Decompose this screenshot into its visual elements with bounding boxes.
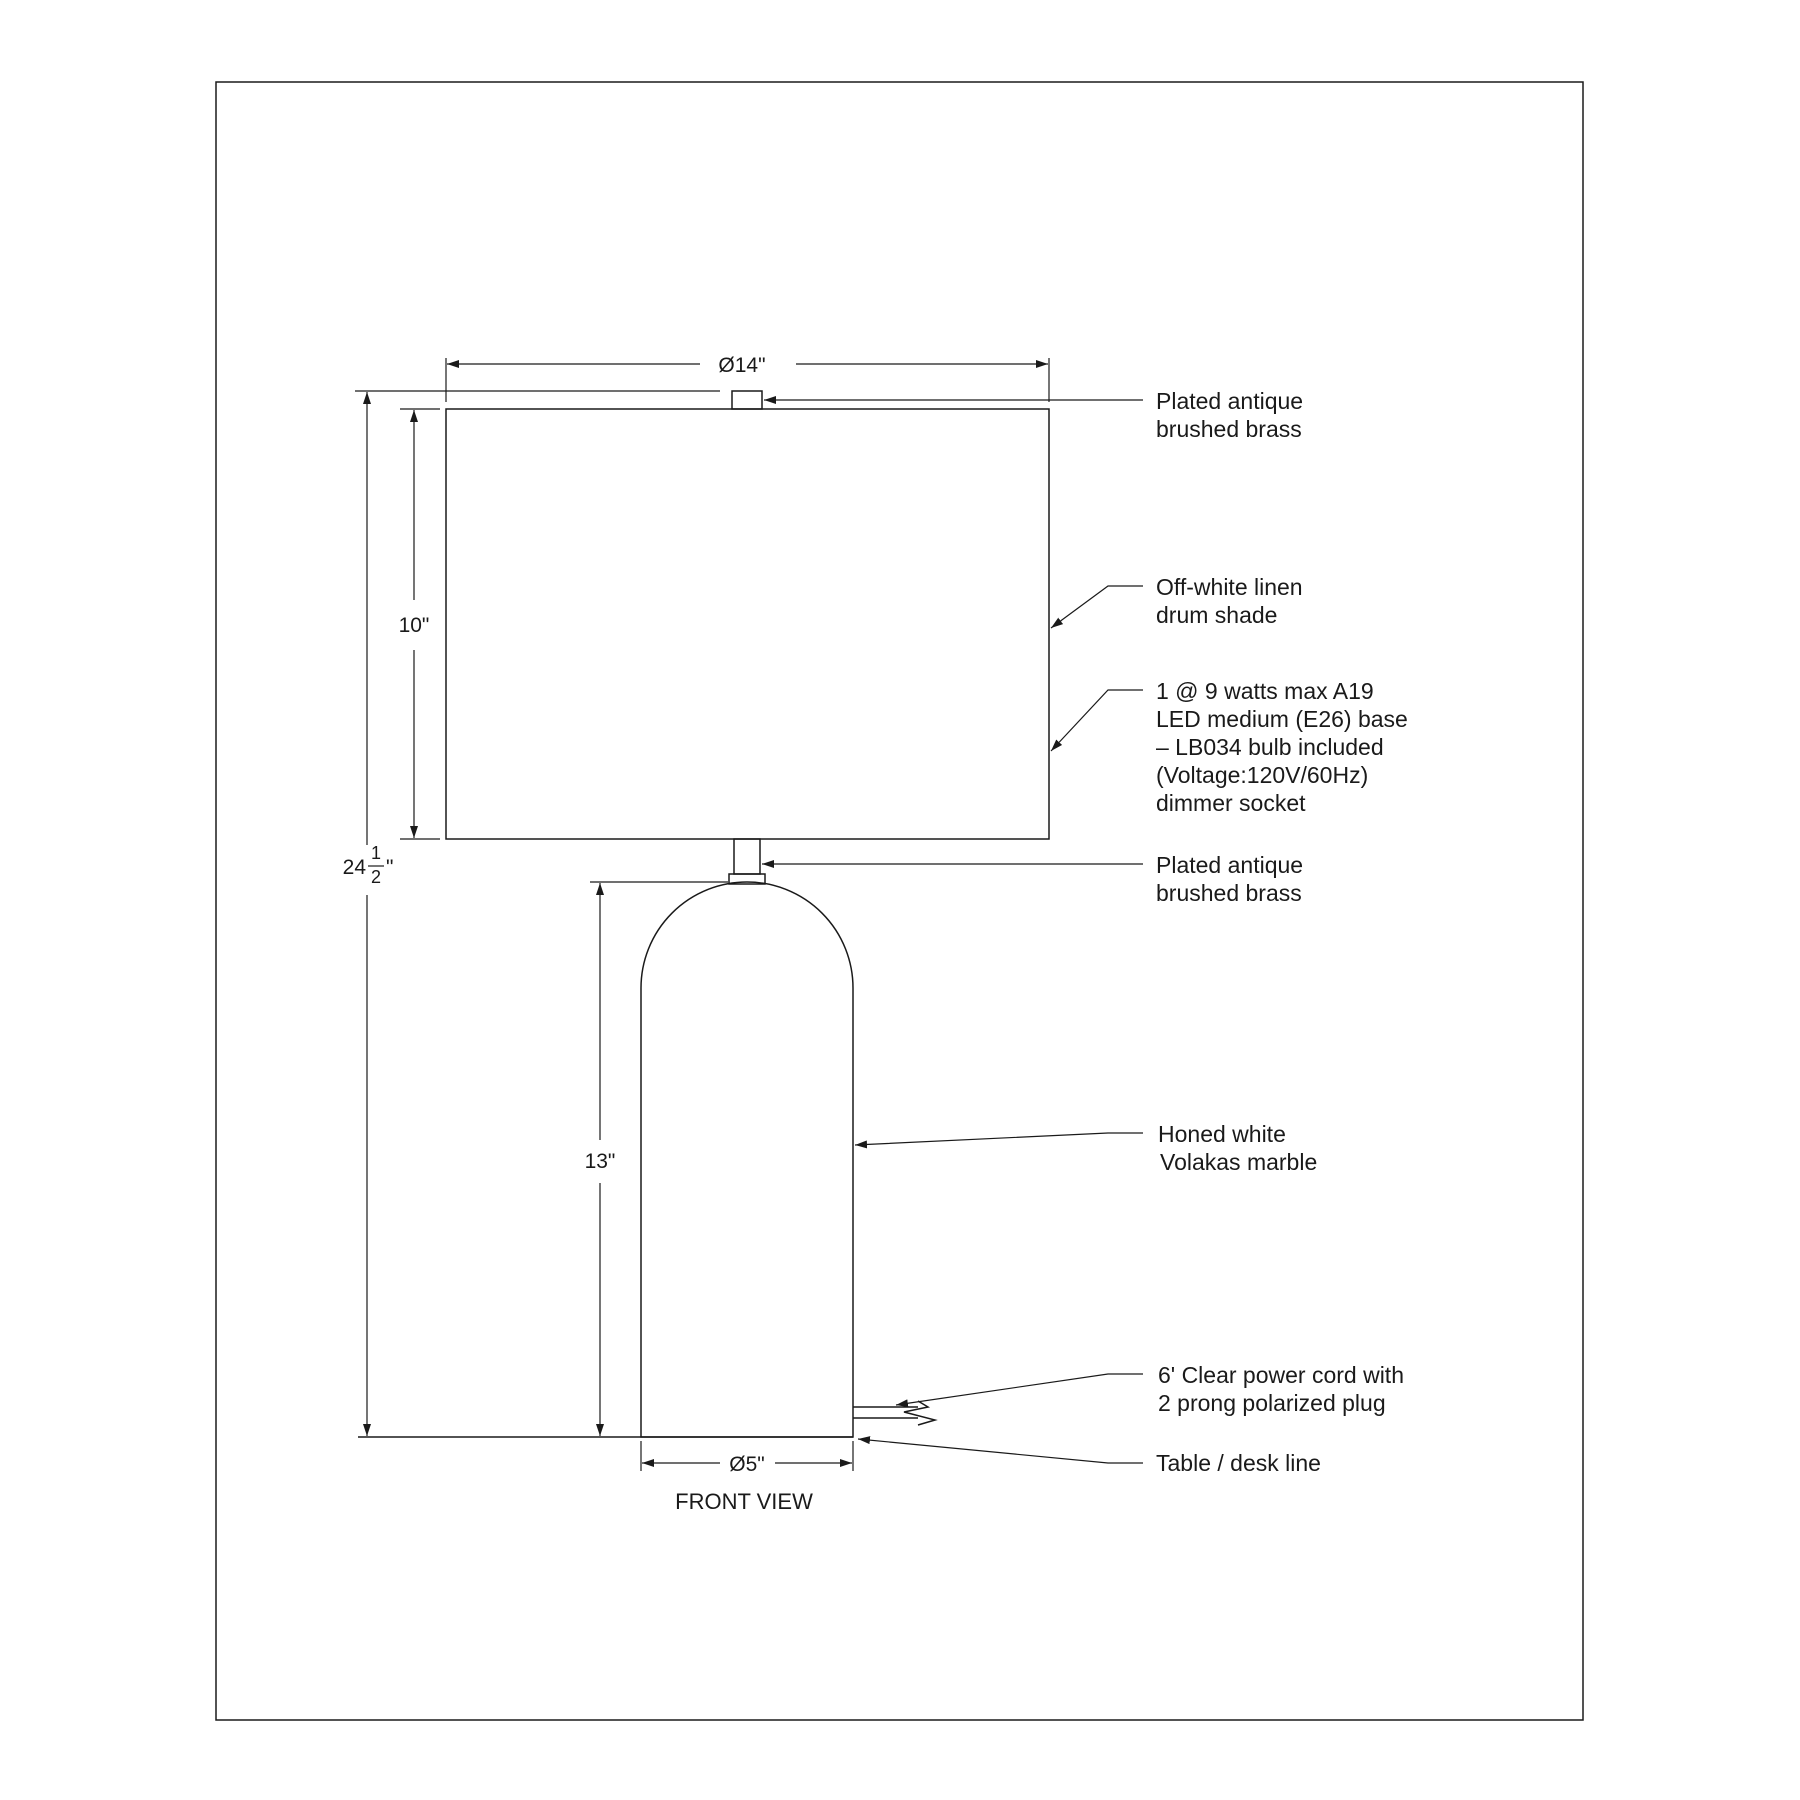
leader-lines [762,400,1143,1463]
callout-bulb-line-2: LED medium (E26) base [1156,706,1408,732]
callout-neck-line-2: brushed brass [1156,880,1302,906]
table-leader [858,1439,1143,1463]
neck [734,839,760,874]
bulb-leader [1051,690,1143,751]
callout-bulb-line-1: 1 @ 9 watts max A19 [1156,678,1374,704]
callout-finial-line-2: brushed brass [1156,416,1302,442]
callout-cord-line-2: 2 prong polarized plug [1158,1390,1386,1416]
shade-diameter-label: Ø14" [718,354,766,377]
body-leader [855,1133,1143,1145]
callout-finial-line-1: Plated antique [1156,388,1304,414]
overall-height-unit: " [386,856,394,879]
power-cord-break [904,1401,935,1425]
callout-table-line-1: Table / desk line [1156,1450,1321,1476]
callout-neck [1156,852,1303,906]
callout-shade-line-2: drum shade [1156,602,1278,628]
callout-shade [1156,574,1303,628]
callout-table [1156,1450,1321,1476]
lamp-outline [358,391,1049,1437]
base-diameter-label: Ø5" [729,1453,765,1476]
callout-cord-line-1: 6' Clear power cord with [1158,1362,1404,1388]
callout-bulb-line-4: (Voltage:120V/60Hz) [1156,762,1369,788]
callout-neck-line-1: Plated antique [1156,852,1304,878]
cord-leader [896,1374,1143,1405]
callout-cord [1158,1362,1404,1416]
overall-height-denominator: 2 [370,867,382,887]
callout-body-line-2: Volakas marble [1160,1149,1318,1175]
callout-body-line-1: Honed white [1158,1121,1286,1147]
overall-height-label [343,843,394,887]
callout-finial [1156,388,1303,442]
dimension-lines [355,358,1049,1471]
shade-height-label: 10" [398,614,430,637]
callout-bulb-line-3: – LB034 bulb included [1156,734,1384,760]
callout-shade-line-1: Off-white linen [1156,574,1303,600]
drum-shade [446,409,1049,839]
callout-body [1158,1121,1317,1175]
overall-height-numerator: 1 [370,843,382,863]
callout-bulb [1156,678,1408,816]
callout-bulb-line-5: dimmer socket [1156,790,1306,816]
finial [732,391,762,409]
shade-leader [1051,586,1143,628]
marble-body [641,882,853,1437]
overall-height-whole: 24 [342,856,366,879]
base-height-label: 13" [584,1150,616,1173]
front-view-label: FRONT VIEW [675,1489,813,1514]
drawing-frame [216,82,1583,1720]
